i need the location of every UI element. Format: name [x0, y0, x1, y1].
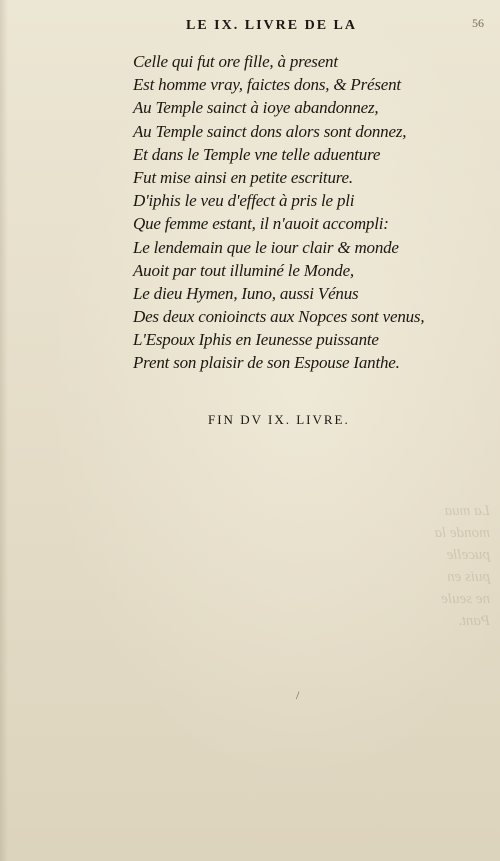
poem-line: Des deux conioincts aux Nopces sont venus,	[133, 307, 425, 327]
poem-line: Le dieu Hymen, Iuno, aussi Vénus	[133, 283, 359, 303]
bleed-through-text: La mua monde la pucelle puis en ne seule Pant.	[434, 503, 490, 629]
stray-mark: /	[296, 688, 300, 702]
poem-line: Au Temple sainct dons alors sont donnez,	[133, 121, 407, 141]
gutter-shadow	[0, 0, 8, 861]
poem-line: Le lendemain que le iour clair & monde	[133, 237, 399, 257]
poem-line: Celle qui fut ore fille, à present	[133, 52, 338, 71]
end-of-book-colophon: FIN DV IX. LIVRE.	[208, 412, 350, 427]
poem-line: Auoit par tout illuminé le Monde,	[133, 260, 354, 280]
running-header: LE IX. LIVRE DE LA	[186, 18, 357, 33]
poem-line: Prent son plaisir de son Espouse Ianthe.	[133, 353, 400, 373]
poem-line: Fut mise ainsi en petite escriture.	[133, 167, 353, 187]
poem-line: Est homme vray, faictes dons, & Présent	[133, 75, 401, 95]
poem-line: Que femme estant, il n'auoit accompli:	[133, 214, 389, 234]
poem-line: Au Temple sainct à ioye abandonnez,	[133, 98, 379, 118]
page-number: 56	[472, 16, 484, 30]
poem-body	[133, 50, 424, 375]
poem-line: D'iphis le veu d'effect à pris le pli	[133, 191, 355, 211]
poem-line: L'Espoux Iphis en Ieunesse puissante	[133, 330, 379, 350]
poem-line: Et dans le Temple vne telle aduenture	[133, 144, 381, 164]
